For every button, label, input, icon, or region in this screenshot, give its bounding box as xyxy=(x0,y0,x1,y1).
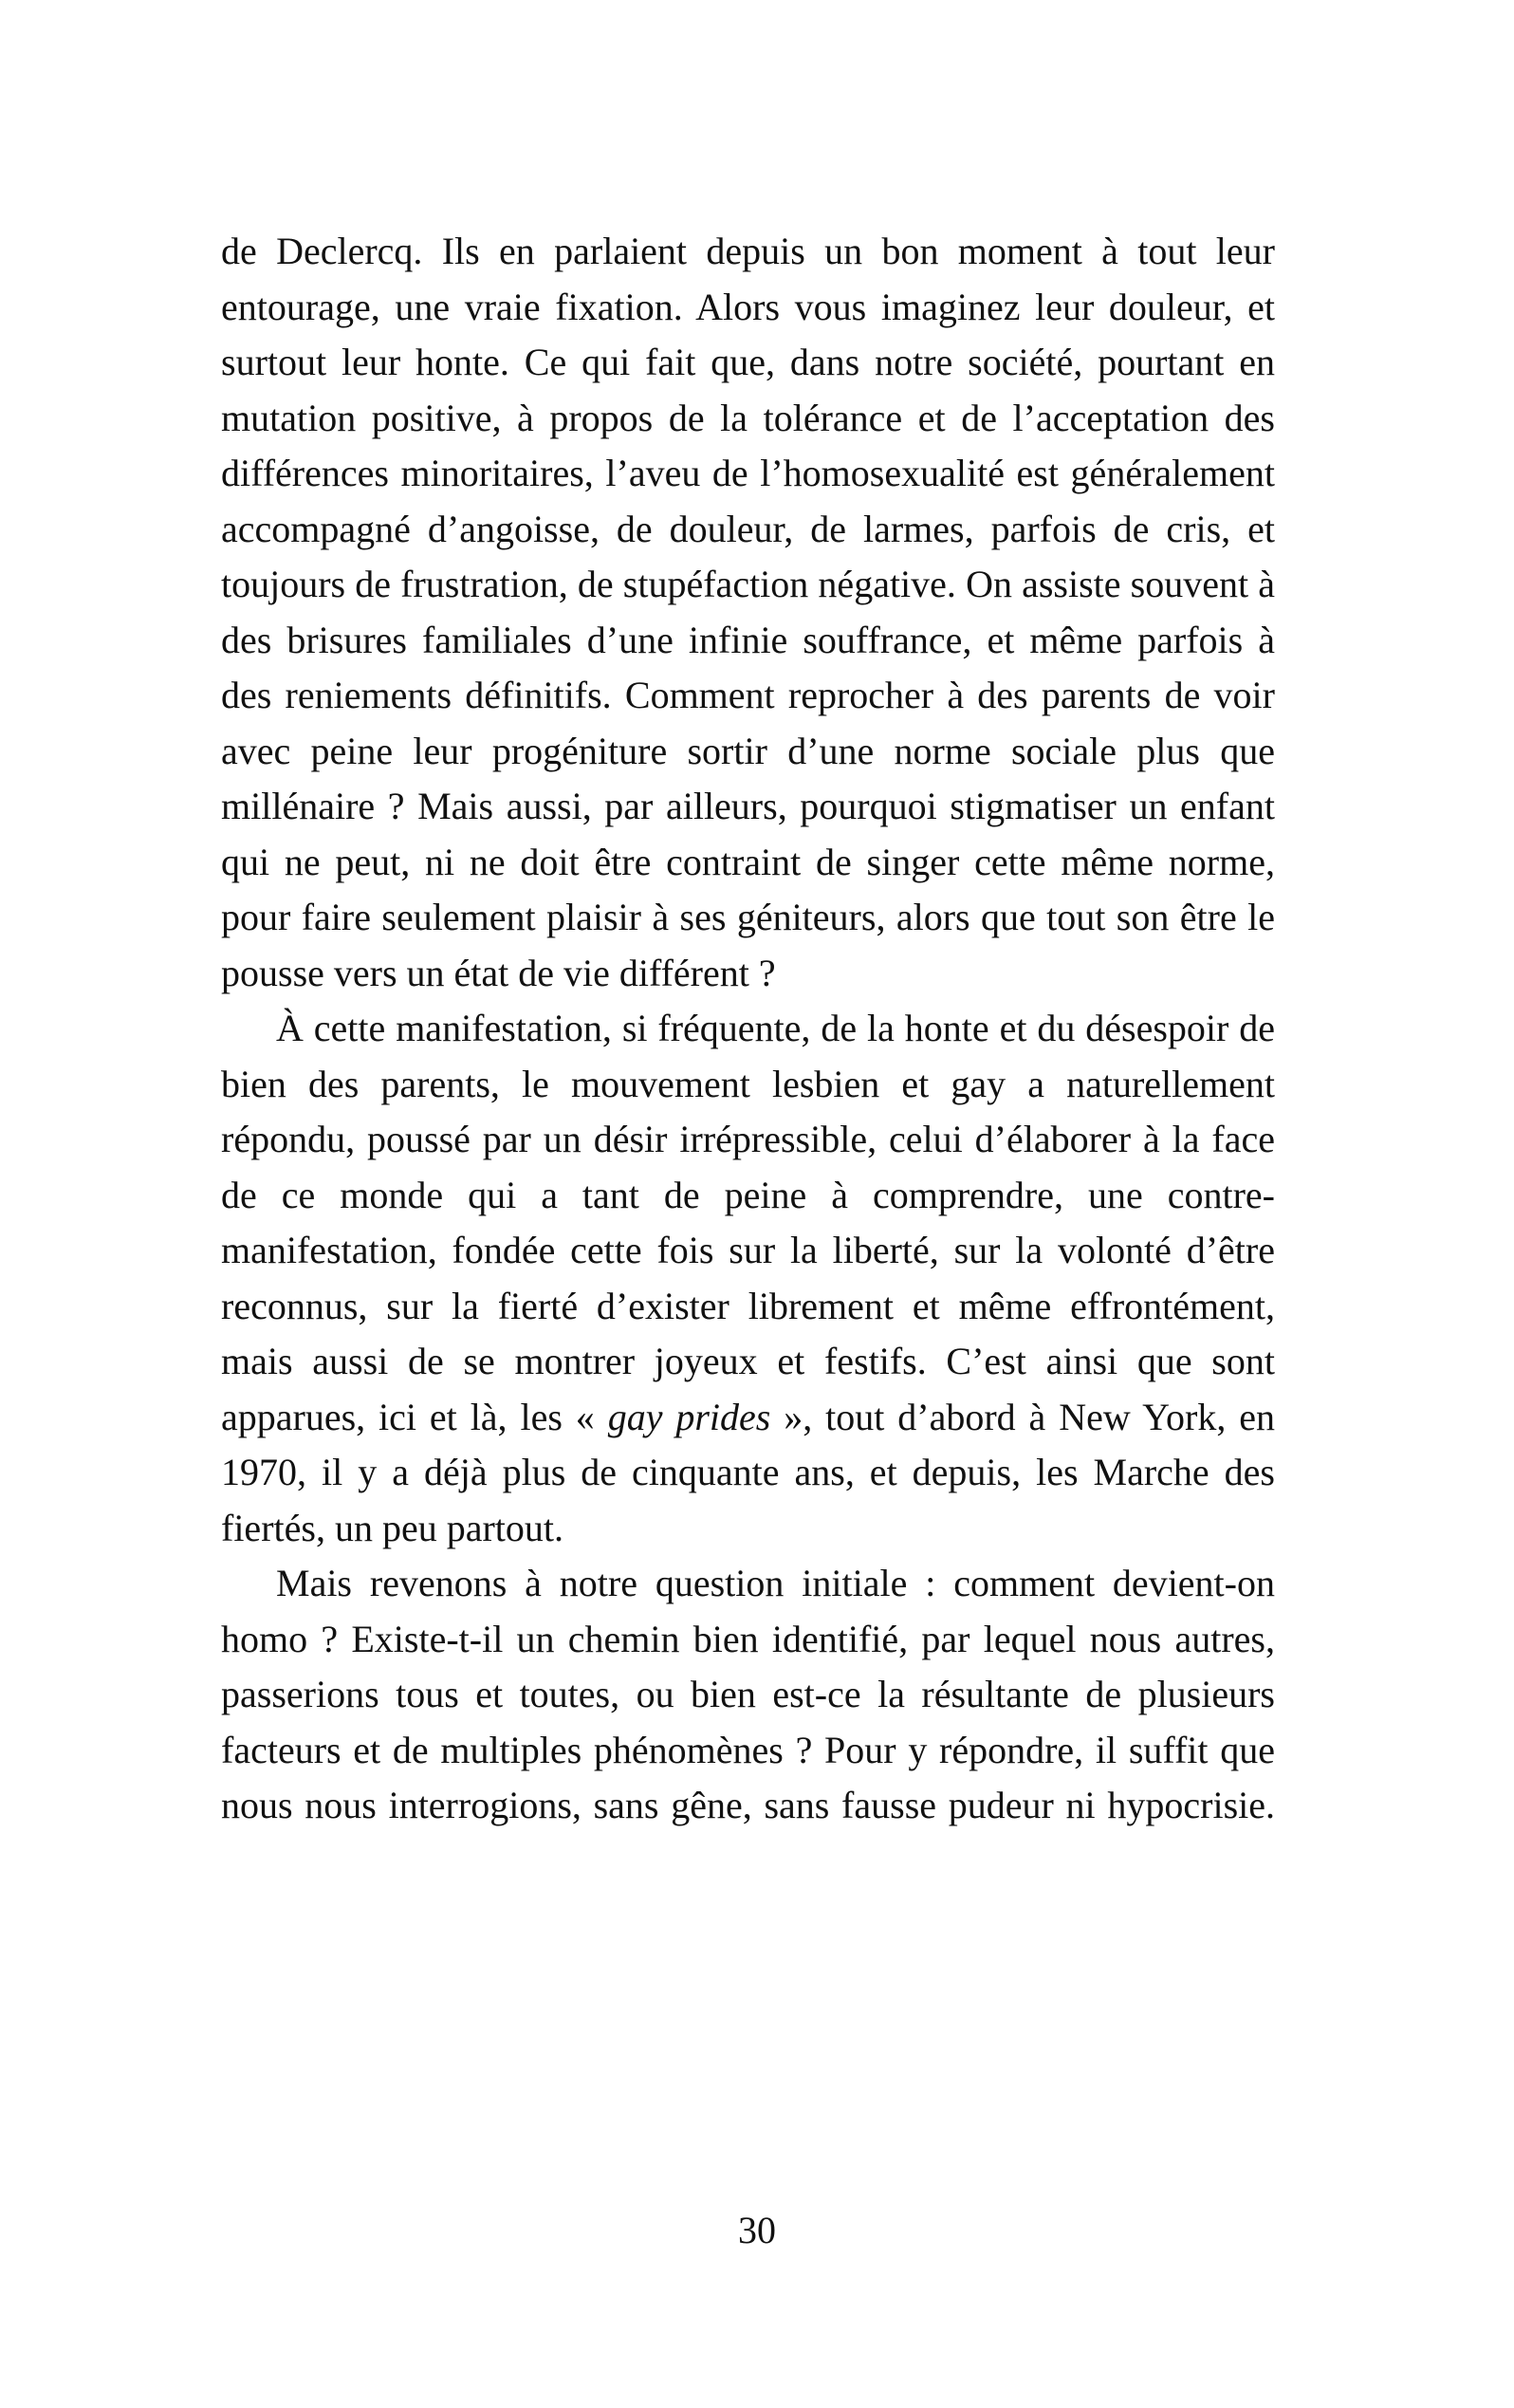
page-number: 30 xyxy=(738,2209,776,2251)
paragraph-2-text-start: À cette manifestation, si fréquente, de la honte et du désespoir de bien des parents, le mouvement lesbien et gay a naturellement répondu, poussé par un désir irrépressible, celui d’élaborer à la face de ce monde qui a tant de peine à comprendre, une contre-manifestation, fondée cette fois sur la liberté, sur la volonté d’être reconnus, sur la fierté d’exister librement et même effrontément, mais aussi de se montrer joyeux et festifs. C’est ainsi que sont apparues, ici et là, les « xyxy=(221,1007,1275,1438)
paragraph-2-italic-term: gay prides xyxy=(607,1395,771,1438)
paragraph-3: Mais revenons à notre question initiale : comment devient-on homo ? Existe-t-il un chemin bien identifié, par lequel nous autres, passerions tous et toutes, ou bien est-ce la résultante de plusieurs facteurs et de multiples phénomènes ? Pour y répondre, il suffit que nous nous interrogions, sans gêne, sans fausse pudeur ni hypocrisie. xyxy=(221,1562,1275,1826)
paragraph-1: de Declercq. Ils en parlaient depuis un bon moment à tout leur entourage, une vraie fixation. Alors vous imaginez leur douleur, et surtout leur honte. Ce qui fait que, dans notre société, pourtant en mutation positive, à propos de la tolérance et de l’acceptation des différences minoritaires, l’aveu de l’homosexualité est généralement accompagné d’angoisse, de douleur, de larmes, parfois de cris, et toujours de frustration, de stupéfaction négative. On assiste souvent à des brisures familiales d’une infinie souffrance, et même parfois à des reniements définitifs. Comment reprocher à des parents de voir avec peine leur progéniture sortir d’une norme sociale plus que millénaire ? Mais aussi, par ailleurs, pourquoi stigmatiser un enfant qui ne peut, ni ne doit être contraint de singer cette même norme, pour faire seulement plaisir à ses géniteurs, alors que tout son être le pousse vers un état de vie différent ? xyxy=(221,230,1275,994)
paragraph-2 xyxy=(221,1001,1275,1556)
paragraph-2-text-end: », tout d’abord à New York, en 1970, il y a déjà plus de cinquante ans, et depuis, les Marche des fiertés, un peu partout. xyxy=(221,1395,1276,1549)
body-text xyxy=(221,224,1275,1834)
